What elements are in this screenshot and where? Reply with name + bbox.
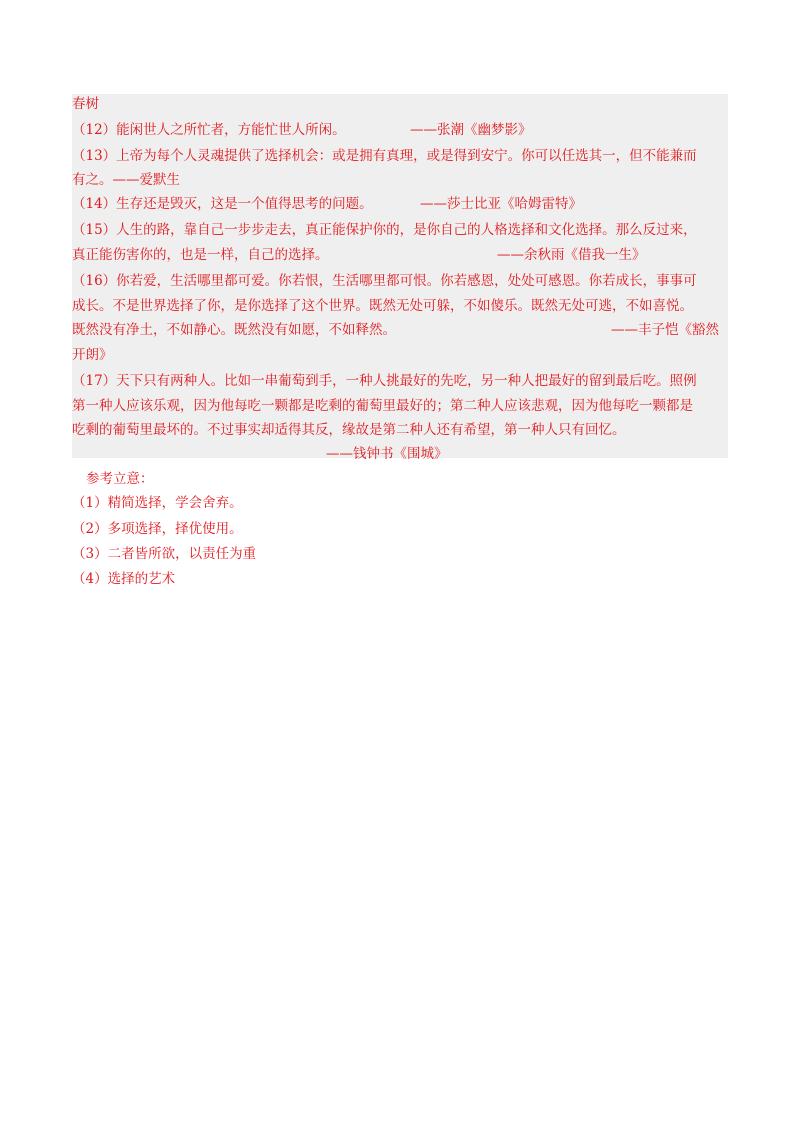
quote-14-text: （14）生存还是毁灭，这是一个值得思考的问题。 xyxy=(72,196,373,212)
reference-item-4: （4）选择的艺术 xyxy=(72,571,176,587)
quote-17-line-2: 第一种人应该乐观，因为他每吃一颗都是吃剩的葡萄里最好的；第二种人应该悲观，因为他每吃一颗都是 xyxy=(72,398,693,414)
reference-item-2: （2）多项选择，择优使用。 xyxy=(72,521,243,537)
reference-item-3: （3）二者皆所欲，以责任为重 xyxy=(72,546,257,562)
quote-15-attribution: ——余秋雨《借我一生》 xyxy=(497,247,646,263)
quote-15-line-2: 真正能伤害你的，也是一样，自己的选择。 xyxy=(72,247,329,263)
quote-tail-text: 春树 xyxy=(72,96,99,112)
quote-17-line-1: （17）天下只有两种人。比如一串葡萄到手，一种人挑最好的先吃，另一种人把最好的留到最后吃。照例 xyxy=(72,373,697,389)
quote-16-line-1: （16）你若爱，生活哪里都可爱。你若恨，生活哪里都可恨。你若感恩，处处可感恩。你若成长，事事可 xyxy=(72,273,697,289)
reference-heading: 参考立意： xyxy=(86,471,154,487)
quote-16-attribution-part-1: ——丰子恺《豁然 xyxy=(611,322,719,338)
quote-12-attribution: ——张潮《幽梦影》 xyxy=(410,122,532,138)
quote-17-line-3: 吃剩的葡萄里最坏的。不过事实却适得其反，缘故是第二种人还有希望，第一种人只有回忆。 xyxy=(72,422,626,438)
quote-16-line-3: 既然没有净土，不如静心。既然没有如愿，不如释然。 xyxy=(72,322,396,338)
quote-16-attribution-part-2: 开朗》 xyxy=(72,347,113,363)
quote-13-line-2: 有之。——爱默生 xyxy=(72,172,180,188)
reference-item-1: （1）精简选择，学会舍弃。 xyxy=(72,495,243,511)
quote-16-line-2: 成长。不是世界选择了你，是你选择了这个世界。既然无处可躲，不如傻乐。既然无处可逃，不如喜悦。 xyxy=(72,298,693,314)
quote-13-line-1: （13）上帝为每个人灵魂提供了选择机会：或是拥有真理，或是得到安宁。你可以任选其一，但不能兼而 xyxy=(72,148,697,164)
quote-14-attribution: ——莎士比亚《哈姆雷特》 xyxy=(420,196,582,212)
quote-15-line-1: （15）人生的路，靠自己一步步走去，真正能保护你的，是你自己的人格选择和文化选择。那么反过来， xyxy=(72,222,697,238)
quote-17-attribution: ——钱钟书《围城》 xyxy=(326,446,448,462)
quote-12-text: （12）能闲世人之所忙者，方能忙世人所闲。 xyxy=(72,122,346,138)
